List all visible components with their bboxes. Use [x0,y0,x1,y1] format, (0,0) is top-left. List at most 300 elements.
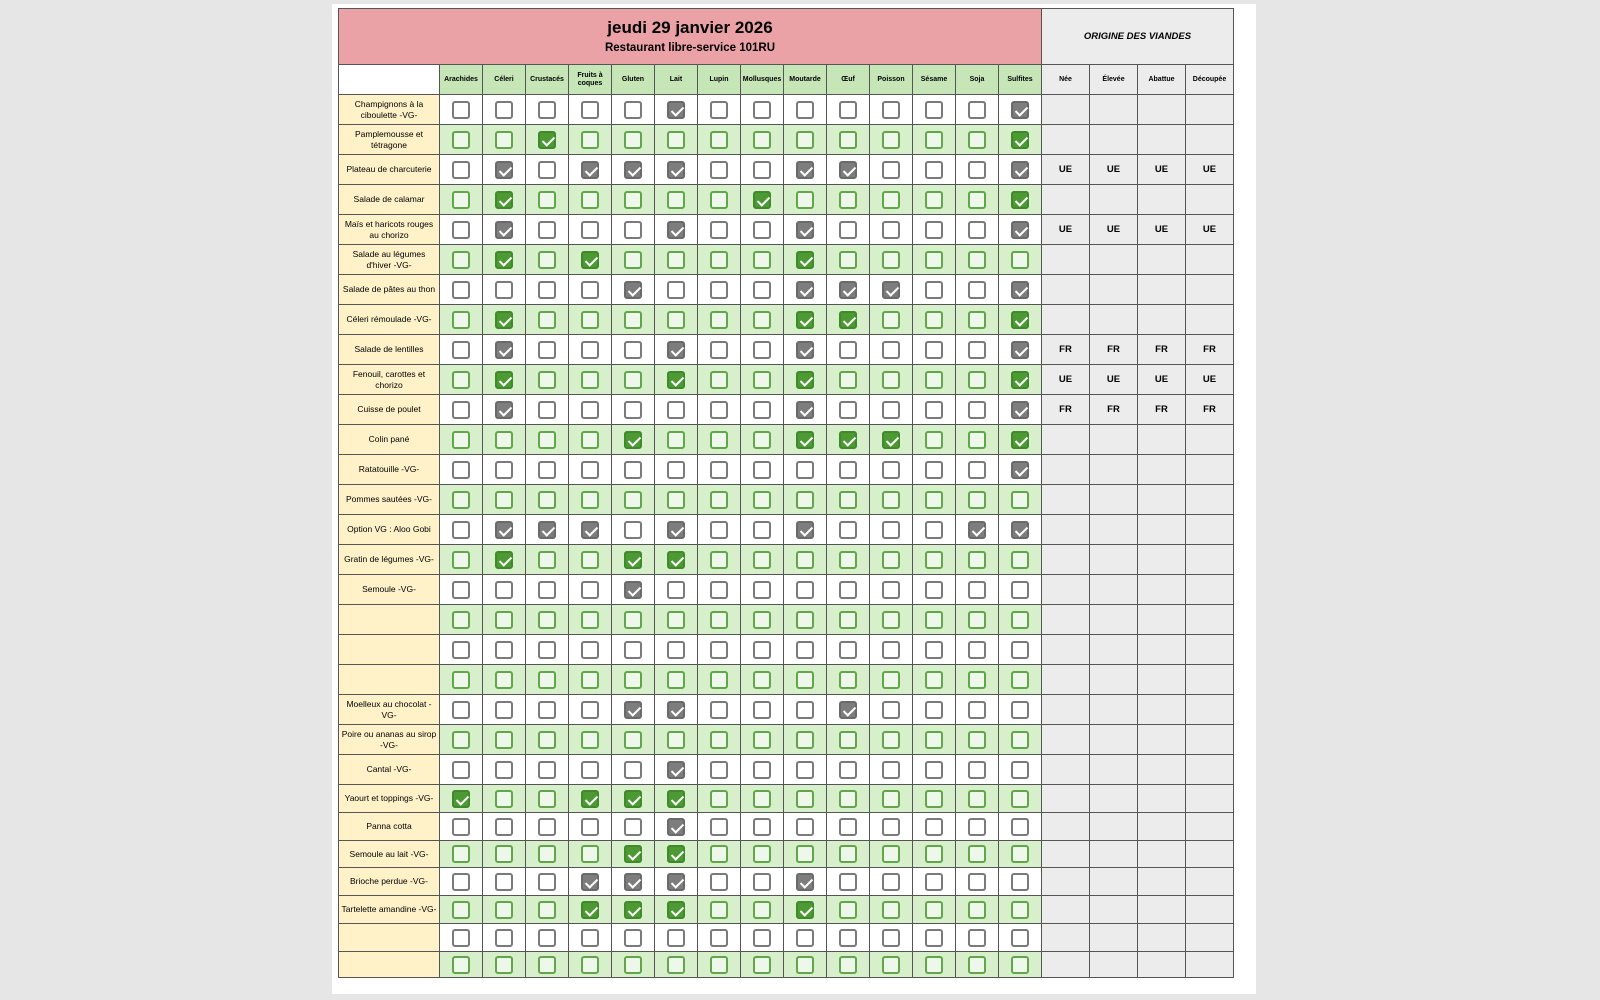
allergen-checkbox[interactable] [839,581,857,599]
allergen-checkbox[interactable] [667,845,685,863]
allergen-checkbox[interactable] [925,581,943,599]
allergen-checkbox[interactable] [1011,611,1029,629]
allergen-checkbox[interactable] [882,873,900,891]
allergen-checkbox[interactable] [1011,251,1029,269]
allergen-checkbox[interactable] [839,251,857,269]
allergen-checkbox[interactable] [1011,761,1029,779]
allergen-checkbox[interactable] [796,671,814,689]
allergen-checkbox[interactable] [753,281,771,299]
allergen-checkbox[interactable] [753,761,771,779]
allergen-checkbox[interactable] [882,845,900,863]
allergen-checkbox[interactable] [538,701,556,719]
allergen-checkbox[interactable] [968,101,986,119]
allergen-checkbox[interactable] [710,761,728,779]
allergen-checkbox[interactable] [753,818,771,836]
allergen-checkbox[interactable] [796,341,814,359]
allergen-checkbox[interactable] [1011,341,1029,359]
allergen-checkbox[interactable] [753,191,771,209]
allergen-checkbox[interactable] [882,341,900,359]
allergen-checkbox[interactable] [753,311,771,329]
allergen-checkbox[interactable] [1011,281,1029,299]
allergen-checkbox[interactable] [968,461,986,479]
allergen-checkbox[interactable] [452,731,470,749]
allergen-checkbox[interactable] [839,701,857,719]
allergen-checkbox[interactable] [624,461,642,479]
allergen-checkbox[interactable] [667,641,685,659]
allergen-checkbox[interactable] [581,371,599,389]
allergen-checkbox[interactable] [495,731,513,749]
allergen-checkbox[interactable] [667,956,685,974]
allergen-checkbox[interactable] [968,790,986,808]
allergen-checkbox[interactable] [538,956,556,974]
allergen-checkbox[interactable] [667,581,685,599]
allergen-checkbox[interactable] [1011,401,1029,419]
allergen-checkbox[interactable] [1011,131,1029,149]
allergen-checkbox[interactable] [581,818,599,836]
allergen-checkbox[interactable] [624,221,642,239]
allergen-checkbox[interactable] [710,311,728,329]
allergen-checkbox[interactable] [667,761,685,779]
allergen-checkbox[interactable] [753,671,771,689]
allergen-checkbox[interactable] [753,581,771,599]
allergen-checkbox[interactable] [796,131,814,149]
allergen-checkbox[interactable] [538,731,556,749]
allergen-checkbox[interactable] [882,671,900,689]
allergen-checkbox[interactable] [452,251,470,269]
allergen-checkbox[interactable] [667,281,685,299]
allergen-checkbox[interactable] [925,701,943,719]
allergen-checkbox[interactable] [538,929,556,947]
allergen-checkbox[interactable] [581,311,599,329]
allergen-checkbox[interactable] [667,311,685,329]
allergen-checkbox[interactable] [581,491,599,509]
allergen-checkbox[interactable] [796,101,814,119]
allergen-checkbox[interactable] [581,461,599,479]
allergen-checkbox[interactable] [581,731,599,749]
allergen-checkbox[interactable] [710,701,728,719]
allergen-checkbox[interactable] [710,191,728,209]
allergen-checkbox[interactable] [495,461,513,479]
allergen-checkbox[interactable] [667,901,685,919]
allergen-checkbox[interactable] [452,551,470,569]
allergen-checkbox[interactable] [538,873,556,891]
allergen-checkbox[interactable] [968,761,986,779]
allergen-checkbox[interactable] [452,311,470,329]
allergen-checkbox[interactable] [710,581,728,599]
allergen-checkbox[interactable] [968,131,986,149]
allergen-checkbox[interactable] [667,818,685,836]
allergen-checkbox[interactable] [452,341,470,359]
allergen-checkbox[interactable] [1011,818,1029,836]
allergen-checkbox[interactable] [1011,221,1029,239]
allergen-checkbox[interactable] [667,611,685,629]
allergen-checkbox[interactable] [667,929,685,947]
allergen-checkbox[interactable] [882,551,900,569]
allergen-checkbox[interactable] [452,431,470,449]
allergen-checkbox[interactable] [968,581,986,599]
allergen-checkbox[interactable] [624,581,642,599]
allergen-checkbox[interactable] [667,551,685,569]
allergen-checkbox[interactable] [452,101,470,119]
allergen-checkbox[interactable] [581,701,599,719]
allergen-checkbox[interactable] [925,845,943,863]
allergen-checkbox[interactable] [839,401,857,419]
allergen-checkbox[interactable] [925,101,943,119]
allergen-checkbox[interactable] [796,551,814,569]
allergen-checkbox[interactable] [495,761,513,779]
allergen-checkbox[interactable] [882,701,900,719]
allergen-checkbox[interactable] [495,956,513,974]
allergen-checkbox[interactable] [968,845,986,863]
allergen-checkbox[interactable] [624,431,642,449]
allergen-checkbox[interactable] [624,491,642,509]
allergen-checkbox[interactable] [882,221,900,239]
allergen-checkbox[interactable] [624,521,642,539]
allergen-checkbox[interactable] [495,790,513,808]
allergen-checkbox[interactable] [624,191,642,209]
allergen-checkbox[interactable] [839,341,857,359]
allergen-checkbox[interactable] [753,251,771,269]
allergen-checkbox[interactable] [710,671,728,689]
allergen-checkbox[interactable] [882,790,900,808]
allergen-checkbox[interactable] [452,845,470,863]
allergen-checkbox[interactable] [796,873,814,891]
allergen-checkbox[interactable] [495,431,513,449]
allergen-checkbox[interactable] [710,281,728,299]
allergen-checkbox[interactable] [839,611,857,629]
allergen-checkbox[interactable] [538,818,556,836]
allergen-checkbox[interactable] [538,191,556,209]
allergen-checkbox[interactable] [753,845,771,863]
allergen-checkbox[interactable] [925,956,943,974]
allergen-checkbox[interactable] [495,131,513,149]
allergen-checkbox[interactable] [968,873,986,891]
allergen-checkbox[interactable] [710,551,728,569]
allergen-checkbox[interactable] [839,221,857,239]
allergen-checkbox[interactable] [753,551,771,569]
allergen-checkbox[interactable] [968,551,986,569]
allergen-checkbox[interactable] [538,671,556,689]
allergen-checkbox[interactable] [796,956,814,974]
allergen-checkbox[interactable] [796,221,814,239]
allergen-checkbox[interactable] [753,401,771,419]
allergen-checkbox[interactable] [581,251,599,269]
allergen-checkbox[interactable] [538,131,556,149]
allergen-checkbox[interactable] [882,731,900,749]
allergen-checkbox[interactable] [538,101,556,119]
allergen-checkbox[interactable] [624,818,642,836]
allergen-checkbox[interactable] [796,901,814,919]
allergen-checkbox[interactable] [796,431,814,449]
allergen-checkbox[interactable] [538,371,556,389]
allergen-checkbox[interactable] [1011,191,1029,209]
allergen-checkbox[interactable] [968,341,986,359]
allergen-checkbox[interactable] [882,761,900,779]
allergen-checkbox[interactable] [839,845,857,863]
allergen-checkbox[interactable] [968,191,986,209]
allergen-checkbox[interactable] [538,551,556,569]
allergen-checkbox[interactable] [581,901,599,919]
allergen-checkbox[interactable] [452,929,470,947]
allergen-checkbox[interactable] [839,551,857,569]
allergen-checkbox[interactable] [796,845,814,863]
allergen-checkbox[interactable] [581,281,599,299]
allergen-checkbox[interactable] [710,131,728,149]
allergen-checkbox[interactable] [624,761,642,779]
allergen-checkbox[interactable] [1011,873,1029,891]
allergen-checkbox[interactable] [624,371,642,389]
allergen-checkbox[interactable] [882,491,900,509]
allergen-checkbox[interactable] [538,581,556,599]
allergen-checkbox[interactable] [968,251,986,269]
allergen-checkbox[interactable] [753,491,771,509]
allergen-checkbox[interactable] [667,161,685,179]
allergen-checkbox[interactable] [452,901,470,919]
allergen-checkbox[interactable] [882,161,900,179]
allergen-checkbox[interactable] [538,311,556,329]
allergen-checkbox[interactable] [839,790,857,808]
allergen-checkbox[interactable] [882,818,900,836]
allergen-checkbox[interactable] [667,873,685,891]
allergen-checkbox[interactable] [1011,431,1029,449]
allergen-checkbox[interactable] [452,221,470,239]
allergen-checkbox[interactable] [452,281,470,299]
allergen-checkbox[interactable] [796,641,814,659]
allergen-checkbox[interactable] [667,131,685,149]
allergen-checkbox[interactable] [925,221,943,239]
allergen-checkbox[interactable] [538,491,556,509]
allergen-checkbox[interactable] [925,341,943,359]
allergen-checkbox[interactable] [624,671,642,689]
allergen-checkbox[interactable] [581,761,599,779]
allergen-checkbox[interactable] [581,551,599,569]
allergen-checkbox[interactable] [753,461,771,479]
allergen-checkbox[interactable] [710,901,728,919]
allergen-checkbox[interactable] [581,191,599,209]
allergen-checkbox[interactable] [839,671,857,689]
allergen-checkbox[interactable] [925,491,943,509]
allergen-checkbox[interactable] [538,431,556,449]
allergen-checkbox[interactable] [495,221,513,239]
allergen-checkbox[interactable] [495,873,513,891]
allergen-checkbox[interactable] [753,431,771,449]
allergen-checkbox[interactable] [1011,901,1029,919]
allergen-checkbox[interactable] [495,281,513,299]
allergen-checkbox[interactable] [538,761,556,779]
allergen-checkbox[interactable] [667,491,685,509]
allergen-checkbox[interactable] [452,701,470,719]
allergen-checkbox[interactable] [839,929,857,947]
allergen-checkbox[interactable] [796,491,814,509]
allergen-checkbox[interactable] [796,521,814,539]
allergen-checkbox[interactable] [1011,311,1029,329]
allergen-checkbox[interactable] [710,818,728,836]
allergen-checkbox[interactable] [753,161,771,179]
allergen-checkbox[interactable] [495,611,513,629]
allergen-checkbox[interactable] [1011,161,1029,179]
allergen-checkbox[interactable] [495,641,513,659]
allergen-checkbox[interactable] [839,901,857,919]
allergen-checkbox[interactable] [925,311,943,329]
allergen-checkbox[interactable] [495,929,513,947]
allergen-checkbox[interactable] [882,131,900,149]
allergen-checkbox[interactable] [1011,101,1029,119]
allergen-checkbox[interactable] [796,581,814,599]
allergen-checkbox[interactable] [753,101,771,119]
allergen-checkbox[interactable] [538,341,556,359]
allergen-checkbox[interactable] [538,641,556,659]
allergen-checkbox[interactable] [710,341,728,359]
allergen-checkbox[interactable] [968,731,986,749]
allergen-checkbox[interactable] [710,731,728,749]
allergen-checkbox[interactable] [925,761,943,779]
allergen-checkbox[interactable] [667,461,685,479]
allergen-checkbox[interactable] [839,491,857,509]
allergen-checkbox[interactable] [581,873,599,891]
allergen-checkbox[interactable] [882,371,900,389]
allergen-checkbox[interactable] [753,521,771,539]
allergen-checkbox[interactable] [581,671,599,689]
allergen-checkbox[interactable] [968,701,986,719]
allergen-checkbox[interactable] [624,311,642,329]
allergen-checkbox[interactable] [495,581,513,599]
allergen-checkbox[interactable] [925,131,943,149]
allergen-checkbox[interactable] [452,521,470,539]
allergen-checkbox[interactable] [968,371,986,389]
allergen-checkbox[interactable] [710,431,728,449]
allergen-checkbox[interactable] [839,461,857,479]
allergen-checkbox[interactable] [452,191,470,209]
allergen-checkbox[interactable] [839,311,857,329]
allergen-checkbox[interactable] [667,191,685,209]
allergen-checkbox[interactable] [839,731,857,749]
allergen-checkbox[interactable] [495,101,513,119]
allergen-checkbox[interactable] [925,731,943,749]
allergen-checkbox[interactable] [753,341,771,359]
allergen-checkbox[interactable] [753,929,771,947]
allergen-checkbox[interactable] [538,281,556,299]
allergen-checkbox[interactable] [452,491,470,509]
allergen-checkbox[interactable] [796,611,814,629]
allergen-checkbox[interactable] [796,929,814,947]
allergen-checkbox[interactable] [624,929,642,947]
allergen-checkbox[interactable] [581,929,599,947]
allergen-checkbox[interactable] [968,311,986,329]
allergen-checkbox[interactable] [1011,701,1029,719]
allergen-checkbox[interactable] [925,191,943,209]
allergen-checkbox[interactable] [796,191,814,209]
allergen-checkbox[interactable] [753,956,771,974]
allergen-checkbox[interactable] [452,818,470,836]
allergen-checkbox[interactable] [882,191,900,209]
allergen-checkbox[interactable] [839,431,857,449]
allergen-checkbox[interactable] [753,901,771,919]
allergen-checkbox[interactable] [796,281,814,299]
allergen-checkbox[interactable] [925,818,943,836]
allergen-checkbox[interactable] [710,221,728,239]
allergen-checkbox[interactable] [710,790,728,808]
allergen-checkbox[interactable] [667,371,685,389]
allergen-checkbox[interactable] [538,790,556,808]
allergen-checkbox[interactable] [495,818,513,836]
allergen-checkbox[interactable] [495,491,513,509]
allergen-checkbox[interactable] [495,311,513,329]
allergen-checkbox[interactable] [538,901,556,919]
allergen-checkbox[interactable] [624,131,642,149]
allergen-checkbox[interactable] [495,901,513,919]
allergen-checkbox[interactable] [839,818,857,836]
allergen-checkbox[interactable] [1011,491,1029,509]
allergen-checkbox[interactable] [753,131,771,149]
allergen-checkbox[interactable] [882,929,900,947]
allergen-checkbox[interactable] [452,161,470,179]
allergen-checkbox[interactable] [452,581,470,599]
allergen-checkbox[interactable] [667,401,685,419]
allergen-checkbox[interactable] [452,873,470,891]
allergen-checkbox[interactable] [538,845,556,863]
allergen-checkbox[interactable] [839,521,857,539]
allergen-checkbox[interactable] [796,790,814,808]
allergen-checkbox[interactable] [581,401,599,419]
allergen-checkbox[interactable] [753,790,771,808]
allergen-checkbox[interactable] [925,671,943,689]
allergen-checkbox[interactable] [882,431,900,449]
allergen-checkbox[interactable] [839,101,857,119]
allergen-checkbox[interactable] [538,251,556,269]
allergen-checkbox[interactable] [624,956,642,974]
allergen-checkbox[interactable] [796,371,814,389]
allergen-checkbox[interactable] [710,521,728,539]
allergen-checkbox[interactable] [495,701,513,719]
allergen-checkbox[interactable] [1011,845,1029,863]
allergen-checkbox[interactable] [882,311,900,329]
allergen-checkbox[interactable] [925,551,943,569]
allergen-checkbox[interactable] [925,611,943,629]
allergen-checkbox[interactable] [753,701,771,719]
allergen-checkbox[interactable] [495,191,513,209]
allergen-checkbox[interactable] [624,641,642,659]
allergen-checkbox[interactable] [839,761,857,779]
allergen-checkbox[interactable] [581,101,599,119]
allergen-checkbox[interactable] [710,161,728,179]
allergen-checkbox[interactable] [581,341,599,359]
allergen-checkbox[interactable] [753,611,771,629]
allergen-checkbox[interactable] [925,371,943,389]
allergen-checkbox[interactable] [710,371,728,389]
allergen-checkbox[interactable] [452,371,470,389]
allergen-checkbox[interactable] [538,521,556,539]
allergen-checkbox[interactable] [495,371,513,389]
allergen-checkbox[interactable] [925,161,943,179]
allergen-checkbox[interactable] [968,929,986,947]
allergen-checkbox[interactable] [925,431,943,449]
allergen-checkbox[interactable] [882,101,900,119]
allergen-checkbox[interactable] [495,671,513,689]
allergen-checkbox[interactable] [452,401,470,419]
allergen-checkbox[interactable] [968,671,986,689]
allergen-checkbox[interactable] [968,281,986,299]
allergen-checkbox[interactable] [796,161,814,179]
allergen-checkbox[interactable] [839,371,857,389]
allergen-checkbox[interactable] [667,521,685,539]
allergen-checkbox[interactable] [1011,731,1029,749]
allergen-checkbox[interactable] [1011,929,1029,947]
allergen-checkbox[interactable] [925,251,943,269]
allergen-checkbox[interactable] [882,521,900,539]
allergen-checkbox[interactable] [495,161,513,179]
allergen-checkbox[interactable] [1011,956,1029,974]
allergen-checkbox[interactable] [796,818,814,836]
